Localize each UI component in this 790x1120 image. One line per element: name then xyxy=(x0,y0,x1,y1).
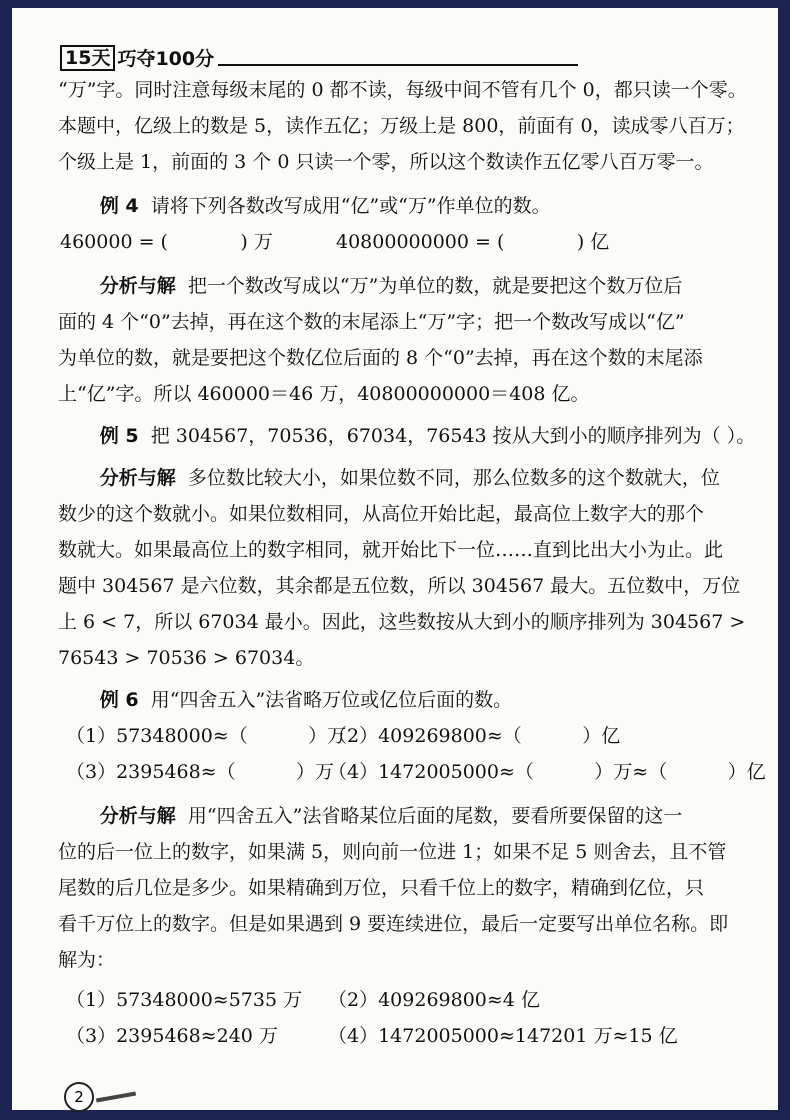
example-6-text: 用“四舍五入”法省略万位或亿位后面的数。 xyxy=(150,689,513,711)
answer-item: （1）57348000≈5735 万 xyxy=(66,989,303,1011)
example-5-question xyxy=(58,418,768,454)
answer-item: （4）1472005000≈147201 万≈15 亿 xyxy=(328,1025,678,1047)
pen-icon xyxy=(96,1092,136,1103)
analysis-line: 解为： xyxy=(58,949,116,971)
blank-wan: 460000 = ( ) 万 xyxy=(60,231,273,253)
analysis-line: 看千万位上的数字。但是如果遇到 9 要连续进位，最后一定要写出单位名称。即 xyxy=(58,913,729,935)
book-page xyxy=(12,8,778,1110)
example-6-items-row xyxy=(58,718,768,754)
page-content xyxy=(58,72,768,1054)
intro-line: 个级上是 1，前面的 3 个 0 只读一个零，所以这个数读作五亿零八百万零一。 xyxy=(58,151,714,173)
example-4-analysis xyxy=(58,268,768,304)
analysis-line: 76543 > 70536 > 67034。 xyxy=(58,647,315,669)
example-5-text: 把 304567，70536，67034，76543 按从大到小的顺序排列为（ ）。 xyxy=(150,425,756,447)
analysis-line: 题中 304567 是六位数，其余都是五位数，所以 304567 最大。五位数中，万位 xyxy=(58,575,741,597)
example-6-label: 例 6 xyxy=(99,689,139,711)
example-6-items-row xyxy=(58,754,768,790)
analysis-label: 分析与解 xyxy=(99,275,176,297)
blank-yi: 40800000000 = ( ) 亿 xyxy=(336,231,610,253)
answer-row xyxy=(58,1018,768,1054)
example-5-analysis xyxy=(58,460,768,496)
exercise-item: （2）409269800≈（ ）亿 xyxy=(328,725,621,747)
analysis-line: 上“亿”字。所以 460000＝46 万，40800000000＝408 亿。 xyxy=(58,383,590,405)
analysis-label: 分析与解 xyxy=(99,467,176,489)
page-number: 2 xyxy=(64,1082,94,1112)
example-4-blanks xyxy=(58,224,768,260)
answer-row xyxy=(58,982,768,1018)
analysis-line: 上 6 < 7，所以 67034 最小。因此，这些数按从大到小的顺序排列为 304567 > xyxy=(58,611,746,633)
page-number-badge xyxy=(64,1082,136,1112)
analysis-text: 用“四舍五入”法省略某位后面的尾数，要看所要保留的这一 xyxy=(187,805,683,827)
example-5-label: 例 5 xyxy=(99,425,139,447)
answer-item: （3）2395468≈240 万 xyxy=(66,1025,278,1047)
analysis-line: 位的后一位上的数字，如果满 5，则向前一位进 1；如果不足 5 则舍去，且不管 xyxy=(58,841,727,863)
intro-line: 本题中，亿级上的数是 5，读作五亿；万级上是 800，前面有 0，读成零八百万； xyxy=(58,115,745,137)
analysis-line: 为单位的数，就是要把这个数亿位后面的 8 个“0”去掉，再在这个数的末尾添 xyxy=(58,347,703,369)
exercise-item: （3）2395468≈（ ）万 xyxy=(66,761,335,783)
page-header xyxy=(60,44,578,71)
example-4-text: 请将下列各数改写成用“亿”或“万”作单位的数。 xyxy=(150,195,551,217)
analysis-line: 数少的这个数就小。如果位数相同，从高位开始比起，最高位上数字大的那个 xyxy=(58,503,705,525)
logo-box: 15天 xyxy=(60,45,115,71)
example-6-question xyxy=(58,682,768,718)
example-4-question xyxy=(58,188,768,224)
series-logo xyxy=(60,44,578,71)
analysis-line: 面的 4 个“0”去掉，再在这个数的末尾添上“万”字；把一个数改写成以“亿” xyxy=(58,311,685,333)
analysis-line: 数就大。如果最高位上的数字相同，就开始比下一位……直到比出大小为止。此 xyxy=(58,539,724,561)
analysis-line: 尾数的后几位是多少。如果精确到万位，只看千位上的数字，精确到亿位，只 xyxy=(58,877,705,899)
header-rule xyxy=(218,64,578,66)
analysis-text: 把一个数改写成以“万”为单位的数，就是要把这个数万位后 xyxy=(187,275,683,297)
exercise-item: （1）57348000≈（ ）万 xyxy=(66,725,347,747)
analysis-text: 多位数比较大小，如果位数不同，那么位数多的这个数就大，位 xyxy=(187,467,720,489)
example-6-analysis xyxy=(58,798,768,834)
example-4-label: 例 4 xyxy=(99,195,139,217)
analysis-label: 分析与解 xyxy=(99,805,176,827)
intro-line: “万”字。同时注意每级末尾的 0 都不读，每级中间不管有几个 0，都只读一个零。 xyxy=(58,79,747,101)
answer-item: （2）409269800≈4 亿 xyxy=(328,989,540,1011)
exercise-item: （4）1472005000≈（ ）万≈（ ）亿 xyxy=(328,761,766,783)
logo-title: 巧夺100分 xyxy=(117,48,215,70)
